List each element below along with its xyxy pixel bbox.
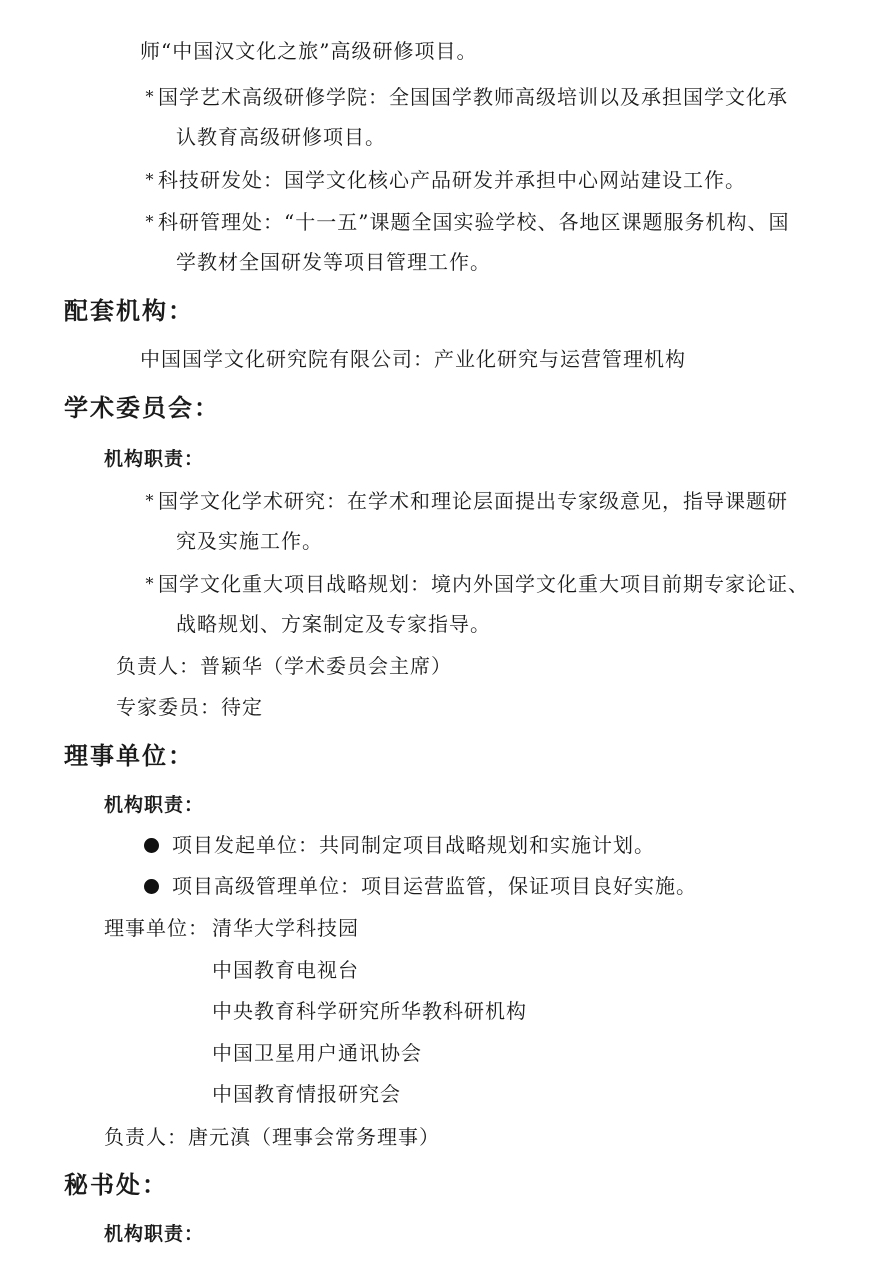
academic-experts: 专家委员：待定 xyxy=(116,695,263,719)
star-bullet-icon: * xyxy=(145,87,155,106)
intro-item-2-line-1: * 科技研发处：国学文化核心产品研发并承担中心网站建设工作。 xyxy=(142,167,746,193)
academic-item-1-line-2: 究及实施工作。 xyxy=(176,529,323,553)
intro-item-1-line-2: 认教育高级研修项目。 xyxy=(176,125,386,149)
bullet-dot-icon xyxy=(144,838,159,853)
academic-item-1-line-1: * 国学文化学术研究：在学术和理论层面提出专家级意见，指导课题研 xyxy=(142,488,788,514)
academic-item-2-line-1: * 国学文化重大项目战略规划：境内外国学文化重大项目前期专家论证、 xyxy=(142,571,809,597)
section-heading-council: 理事单位： xyxy=(64,742,194,770)
secretariat-duties-label: 机构职责： xyxy=(104,1223,205,1245)
intro-continuation: 师“中国汉文化之旅”高级研修项目。 xyxy=(140,39,478,63)
section-heading-supporting: 配套机构： xyxy=(64,297,194,325)
council-member: 中央教育科学研究所华教科研机构 xyxy=(212,999,527,1023)
academic-duties-label: 机构职责： xyxy=(104,448,205,470)
supporting-text: 中国国学文化研究院有限公司：产业化研究与运营管理机构 xyxy=(140,347,686,371)
council-item-2: 项目高级管理单位：项目运营监管，保证项目良好实施。 xyxy=(172,874,697,898)
bullet-dot-icon xyxy=(144,879,159,894)
intro-item-3-line-1: * 科研管理处：“十一五”课题全国实验学校、各地区课题服务机构、国 xyxy=(142,209,789,235)
council-duties-label: 机构职责： xyxy=(104,794,205,816)
council-members-label: 理事单位： xyxy=(104,916,209,940)
intro-item-1-line-1: * 国学艺术高级研修学院：全国国学教师高级培训以及承担国学文化承 xyxy=(142,84,788,110)
star-bullet-icon: * xyxy=(145,574,155,593)
star-bullet-icon: * xyxy=(145,212,155,231)
council-head-person: 负责人：唐元滇（理事会常务理事） xyxy=(104,1125,440,1149)
council-member: 中国卫星用户通讯协会 xyxy=(212,1041,422,1065)
section-heading-academic: 学术委员会： xyxy=(64,394,220,422)
council-member: 中国教育情报研究会 xyxy=(212,1082,401,1106)
star-bullet-icon: * xyxy=(145,491,155,510)
intro-item-3-line-2: 学教材全国研发等项目管理工作。 xyxy=(176,250,491,274)
council-item-1: 项目发起单位：共同制定项目战略规划和实施计划。 xyxy=(172,833,655,857)
council-member: 中国教育电视台 xyxy=(212,958,359,982)
section-heading-secretariat: 秘书处： xyxy=(64,1171,168,1199)
council-member: 清华大学科技园 xyxy=(212,916,359,940)
academic-head-person: 负责人：普颖华（学术委员会主席） xyxy=(116,654,452,678)
academic-item-2-line-2: 战略规划、方案制定及专家指导。 xyxy=(176,612,491,636)
star-bullet-icon: * xyxy=(145,170,155,189)
